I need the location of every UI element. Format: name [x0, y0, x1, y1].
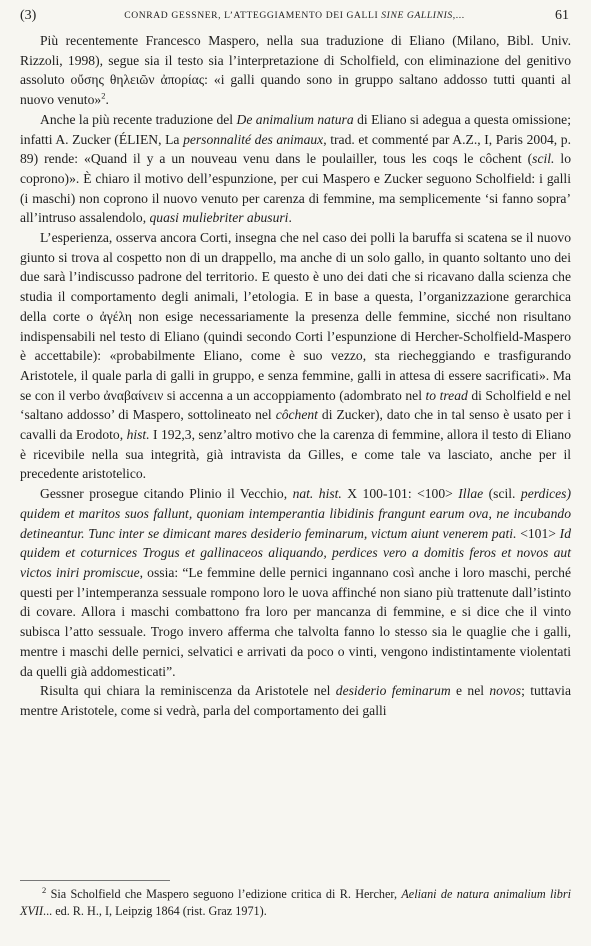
- paragraph-2-italic-3: scil.: [532, 151, 555, 167]
- paragraph-2-italic-2: personnalité des animaux: [183, 131, 324, 147]
- paragraph-5-text-a: Risulta qui chiara la reminiscenza da Aristotele nel: [40, 683, 336, 699]
- paragraph-5-text-c: ; tuttavia mentre Aristotele, come si vedrà, parla del comportamento dei galli: [20, 683, 571, 718]
- paragraph-2-text-c: , trad. et commenté par A.Z., I, Paris 2004, p. 89) rende: «Quand il y a un nouveau venu dans le poulailler, tous les coqs le côchent (: [20, 131, 572, 167]
- section-number: (3): [20, 8, 37, 23]
- paragraph-2-italic-4: quasi muliebriter abusuri: [149, 210, 289, 226]
- paragraph-1-text: Più recentemente Francesco Maspero, nella sua traduzione di Eliano (Milano, Bibl. Univ. Rizzoli, 1998), segue sia il testo sia l’interpretazione di Scholfield, con eliminazione del genitivo assoluto οὔσης θηλειῶν ἀπορίας: «i galli quando sono in gruppo saltano addosso tutti quanti al nuovo venuto»: [20, 33, 571, 108]
- paragraph-4-text-b: X 100-101: <100>: [341, 486, 459, 502]
- paragraph-1-end: .: [105, 92, 109, 108]
- running-title-italic: SINE GALLINIS: [381, 10, 453, 21]
- paragraph-5-text-b: e nel: [450, 683, 490, 699]
- paragraph-2-text-a: Anche la più recente traduzione del: [40, 111, 237, 127]
- paragraph-5-italic-2: novos: [489, 683, 522, 699]
- running-title: [20, 10, 569, 21]
- footnote-italic-1: Aeliani de natura animalium libri XVII: [20, 887, 571, 919]
- footnote-text-a: Sia Scholfield che Maspero seguono l’edizione critica di R. Hercher,: [46, 887, 402, 901]
- paragraph-1: [20, 31, 571, 110]
- paragraph-5-italic-1: desiderio feminarum: [335, 683, 451, 699]
- paragraph-2: [20, 110, 571, 228]
- paragraph-5: [20, 681, 571, 720]
- paragraph-3-text-b: di Scholfield e nel ‘saltano addosso’ di Maspero, sottolineato nel: [20, 387, 572, 423]
- paragraph-2-text-b: di Eliano si adegua a questa omissione; infatti A. Zucker (ÉLIEN, La: [20, 111, 571, 147]
- footnote-number: 2: [42, 884, 47, 895]
- paragraph-3-italic-1: to tread: [425, 387, 468, 403]
- paragraph-2-italic-1: De animalium natura: [236, 111, 354, 127]
- paragraph-4-italic-2: Illae: [458, 486, 484, 502]
- paragraph-4-italic-1: nat. hist.: [292, 486, 342, 502]
- running-title-text: CONRAD GESSNER, L’ATTEGGIAMENTO DEI GALLI: [124, 10, 382, 21]
- paragraph-4-italic-3: perdices) quidem et maritos suos fallunt, quoniam intemperantia libidinis frangunt earum ova, ne incubando detineantur. Tunc inter se dimicant mares desiderio feminarum, victum aiunt venerem pati.: [20, 486, 571, 541]
- footnote-divider: [20, 880, 170, 881]
- paragraph-3: [20, 228, 571, 484]
- paragraph-4-italic-4: Id quidem et coturnices Trogus et gallinaceos aliquando, perdices vero a domitis feros et novos aut victos iniri promiscue: [20, 525, 571, 580]
- paragraph-3-text-c: di Zucker), dato che in tal senso è usato per i cavalli da Erodoto,: [20, 407, 571, 443]
- paragraph-4-text-c: (scil.: [483, 486, 521, 502]
- paragraph-3-text-a: L’esperienza, osserva ancora Corti, insegna che nel caso dei polli la baruffa si scatena se il nuovo giunto si trova al cospetto non di un drappello, ma anche di un solo gallo, in quanto soltanto uno dei due sarà l’indiscusso padrone del territorio. E questo è uno dei dati che si ricavano dalla scienza che studia il comportamento degli animali, l’etologia. E in base a questa, l’organizzazione gerarchica della corte o ἀγέλη non esige necessariamente la presenza delle femmine, sicché non risultano indispensabili nel testo di Eliano (quindi secondo Corti l’espunzione di Hercher-Scholfield-Maspero è accettabile): «probabilmente Eliano, come è suo vezzo, sta riecheggiando e trasfigurando Aristotele, il quale parla di galli in gruppo, e senza femmine, galli in attesa di essere sacrificati». Ma se con il verbo ἀναβαίνειν si accenna a un accoppiamento (adombrato nel: [20, 230, 571, 403]
- paragraph-2-text-e: .: [288, 210, 292, 226]
- paragraph-3-italic-2: côchent: [275, 407, 318, 423]
- paragraph-2-text-d: lo coprono)». È chiaro il motivo dell’espunzione, per cui Maspero e Zucker seguono Scholfield: i galli (i maschi) non coprono il nuovo venuto per carenza di femmine, ma semplicemente ‘si fanno sopra’ all’intruso assalendolo,: [20, 151, 571, 226]
- page-header: [20, 8, 569, 28]
- paragraph-4-text-a: Gessner prosegue citando Plinio il Vecchio,: [40, 486, 293, 502]
- paragraph-4-text-d: <101>: [516, 525, 560, 541]
- paragraph-3-text-d: I 192,3, senz’altro motivo che la carenza di femmine, allora il testo di Eliano è ricevibile nella sua integrità, già intravista da Gilles, e come tale va lasciato, anche per il precedente aristotelico.: [20, 427, 571, 482]
- footnote-2: [20, 886, 571, 921]
- footnote-text-b: ... ed. R. H., I, Leipzig 1864 (rist. Graz 1971).: [43, 904, 267, 919]
- running-title-tail: ,...: [452, 10, 465, 21]
- main-text: [20, 31, 571, 721]
- paragraph-4: [20, 484, 571, 681]
- page-number: 61: [555, 8, 569, 23]
- paragraph-3-italic-3: hist.: [126, 427, 150, 443]
- paragraph-4-text-e: , ossia: “Le femmine delle pernici ingannano così anche i loro maschi, perché questi per l’intemperanza sessuale rompono loro le uova affinché non siano più trattenute dall’istinto di covare. Allora i maschi combattono fra loro per mancanza di femmine, e si dice che il vinto subisca l’atto sessuale. Trogo invero afferma che talvolta fanno lo stesso sia le quaglie che i galli, mentre i maschi delle pernici, selvatici e arrivati da poco o vinti, vengono indistintamente violentati da quelli già addomesticati”.: [20, 564, 571, 679]
- footnote-ref-2: 2: [101, 90, 106, 101]
